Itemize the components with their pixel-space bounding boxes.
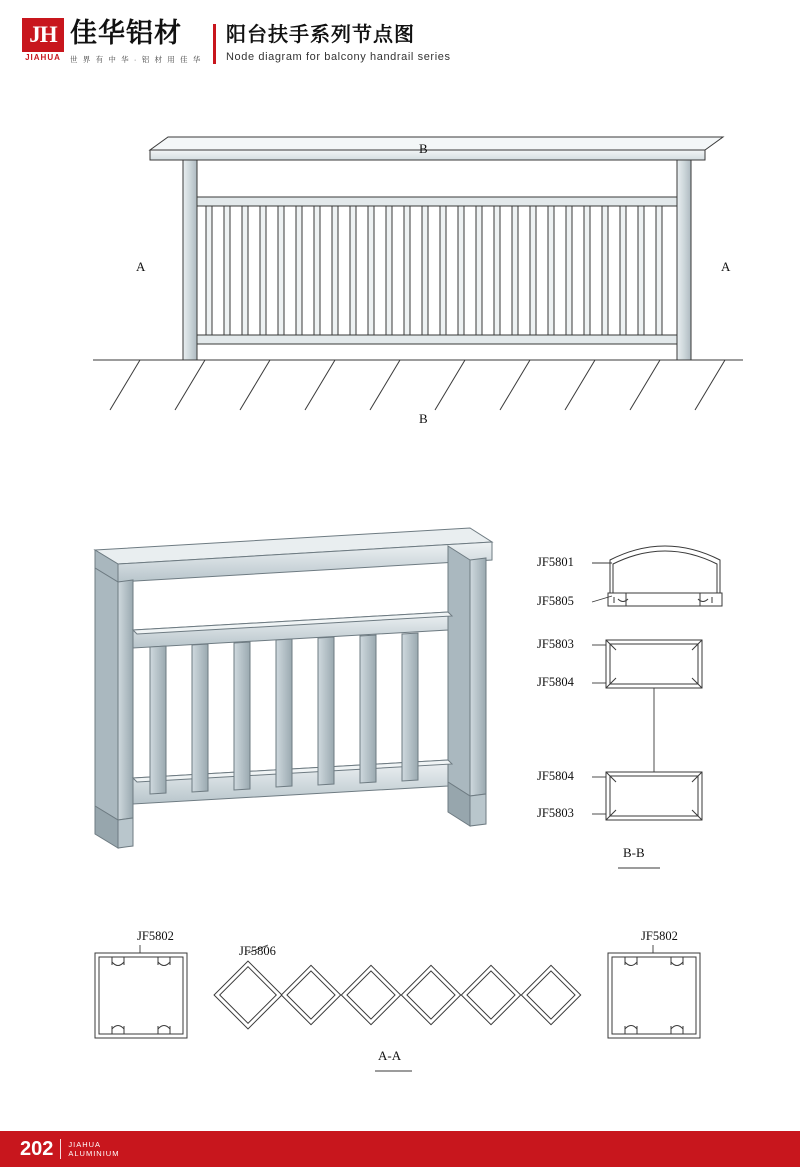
callout-jf5804-top: JF5804 [537,675,574,689]
isometric-drawing [0,500,800,900]
page-number: 202 [20,1138,54,1160]
brand-name-cn: 佳华铝材 [70,18,182,49]
footer-brand-line1: JIAHUA [68,1140,102,1149]
callout-jf5806: JF5806 [239,944,276,958]
callout-jf5803-top: JF5803 [537,637,574,651]
elevation-label-b-top: B [419,141,428,156]
logo-mark-sub: JIAHUA [25,53,61,62]
callout-jf5805: JF5805 [537,594,574,608]
elevation-label-b-bottom: B [419,411,428,426]
jiahua-logo-icon [22,18,64,64]
logo-monogram: JH [29,22,57,47]
section-aa-drawing [0,905,800,1095]
callout-jf5802-right: JF5802 [641,929,678,943]
footer-brand-line2: ALUMINIUM [68,1149,120,1158]
page-footer [0,1131,800,1167]
section-caption-aa: A-A [378,1048,402,1063]
page-header [0,0,800,86]
elevation-figure [0,120,800,450]
brand-slogan: 世 界 有 中 华 · 铝 材 用 佳 华 [70,55,202,64]
callout-jf5804-bottom: JF5804 [537,769,574,783]
elevation-drawing [0,120,800,450]
section-caption-bb: B-B [623,845,645,860]
callout-jf5801: JF5801 [537,555,574,569]
page-title-en: Node diagram for balcony handrail series [226,51,451,63]
page-title [226,22,451,63]
footer-divider [60,1139,61,1159]
elevation-label-a-left: A [136,259,146,274]
callout-jf5803-bottom: JF5803 [537,806,574,820]
callout-jf5802-left: JF5802 [137,929,174,943]
header-divider [213,24,216,64]
section-aa-figure [0,905,800,1095]
elevation-label-a-right: A [721,259,731,274]
page-title-cn: 阳台扶手系列节点图 [226,22,415,46]
isometric-figure [0,500,800,900]
brand-logo [22,18,202,65]
